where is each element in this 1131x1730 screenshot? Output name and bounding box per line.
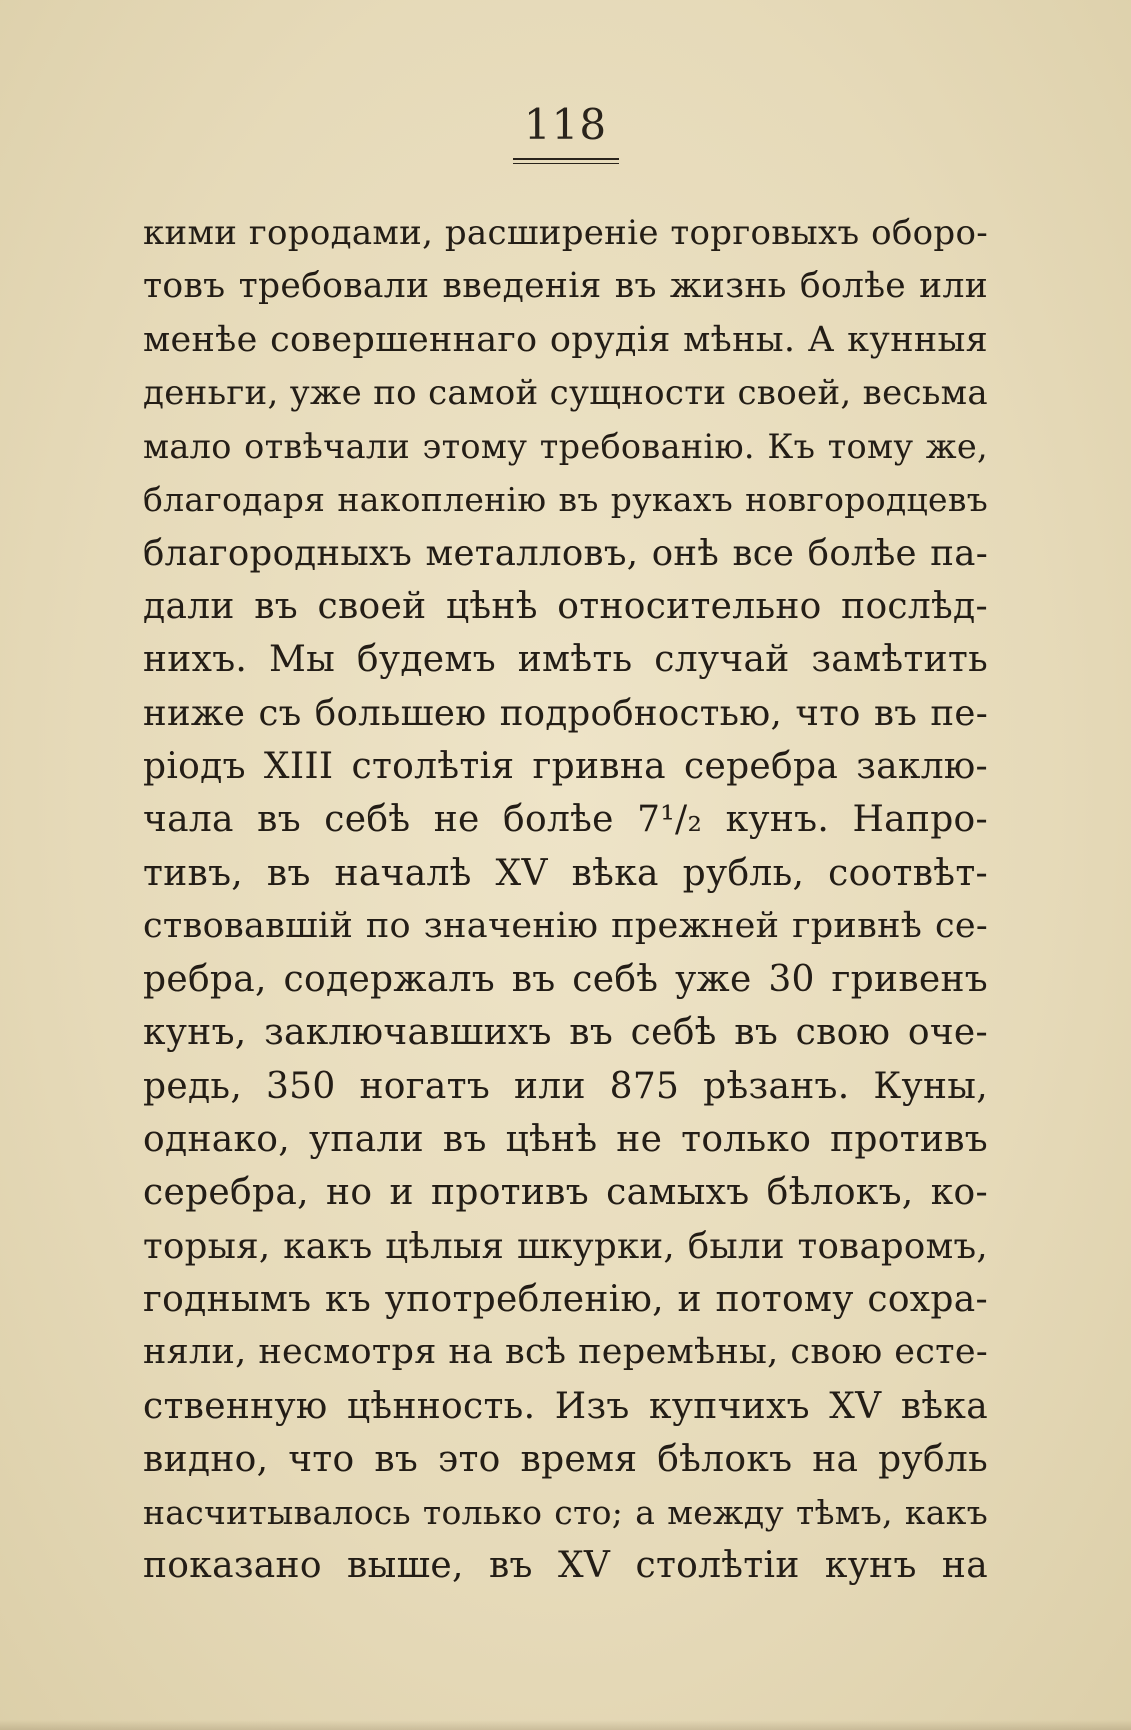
- text-line: деньги, уже по самой сущности своей, весьма: [143, 372, 988, 413]
- text-line: кими городами, расширеніе торговыхъ оборо-: [143, 213, 988, 253]
- text-line: серебра, но и противъ самыхъ бѣлокъ, ко-: [143, 1172, 988, 1214]
- page-edge-shadow: [0, 1720, 1131, 1730]
- text-line: показано выше, въ XV столѣтіи кунъ на: [143, 1545, 988, 1587]
- text-line: нихъ. Мы будемъ имѣть случай замѣтить: [143, 639, 988, 681]
- text-line: ниже съ большею подробностью, что въ пе-: [143, 692, 988, 734]
- text-line: чала въ себѣ не болѣе 7¹/₂ кунъ. Напро-: [143, 799, 988, 841]
- text-line: мало отвѣчали этому требованію. Къ тому же,: [143, 427, 988, 467]
- text-line: тивъ, въ началѣ XV вѣка рубль, соотвѣт-: [143, 852, 988, 894]
- text-line: ребра, содержалъ въ себѣ уже 30 гривенъ: [143, 959, 988, 1001]
- text-line: однако, упали въ цѣнѣ не только противъ: [143, 1119, 988, 1161]
- page-number: 118: [523, 100, 608, 149]
- text-line: насчитывалось только сто; а между тѣмъ, какъ: [143, 1493, 988, 1533]
- text-line: ствовавшій по значенію прежней гривнѣ се-: [143, 905, 988, 946]
- text-line: няли, несмотря на всѣ перемѣны, свою есте-: [143, 1332, 988, 1373]
- body-text: [143, 207, 988, 1593]
- text-line: благодаря накопленію въ рукахъ новгородцевъ: [143, 480, 988, 520]
- text-line: благородныхъ металловъ, онѣ все болѣе па-: [143, 532, 988, 574]
- text-line: ственную цѣнность. Изъ купчихъ XV вѣка: [143, 1385, 988, 1427]
- page-header: [0, 100, 1131, 164]
- text-line: годнымъ къ употребленію, и потому сохра-: [143, 1278, 988, 1320]
- text-line: кунъ, заключавшихъ въ себѣ въ свою оче-: [143, 1012, 988, 1054]
- text-line: товъ требовали введенія въ жизнь болѣе или: [143, 266, 988, 307]
- header-rule: [513, 158, 619, 164]
- text-line: редь, 350 ногатъ или 875 рѣзанъ. Куны,: [143, 1065, 988, 1107]
- text-line: ріодъ XIII столѣтія гривна серебра заклю-: [143, 745, 988, 787]
- text-line: дали въ своей цѣнѣ относительно послѣд-: [143, 586, 988, 628]
- text-line: торыя, какъ цѣлыя шкурки, были товаромъ,: [143, 1225, 988, 1267]
- text-line: менѣе совершеннаго орудія мѣны. А кунныя: [143, 319, 988, 360]
- text-line: видно, что въ это время бѣлокъ на рубль: [143, 1438, 988, 1480]
